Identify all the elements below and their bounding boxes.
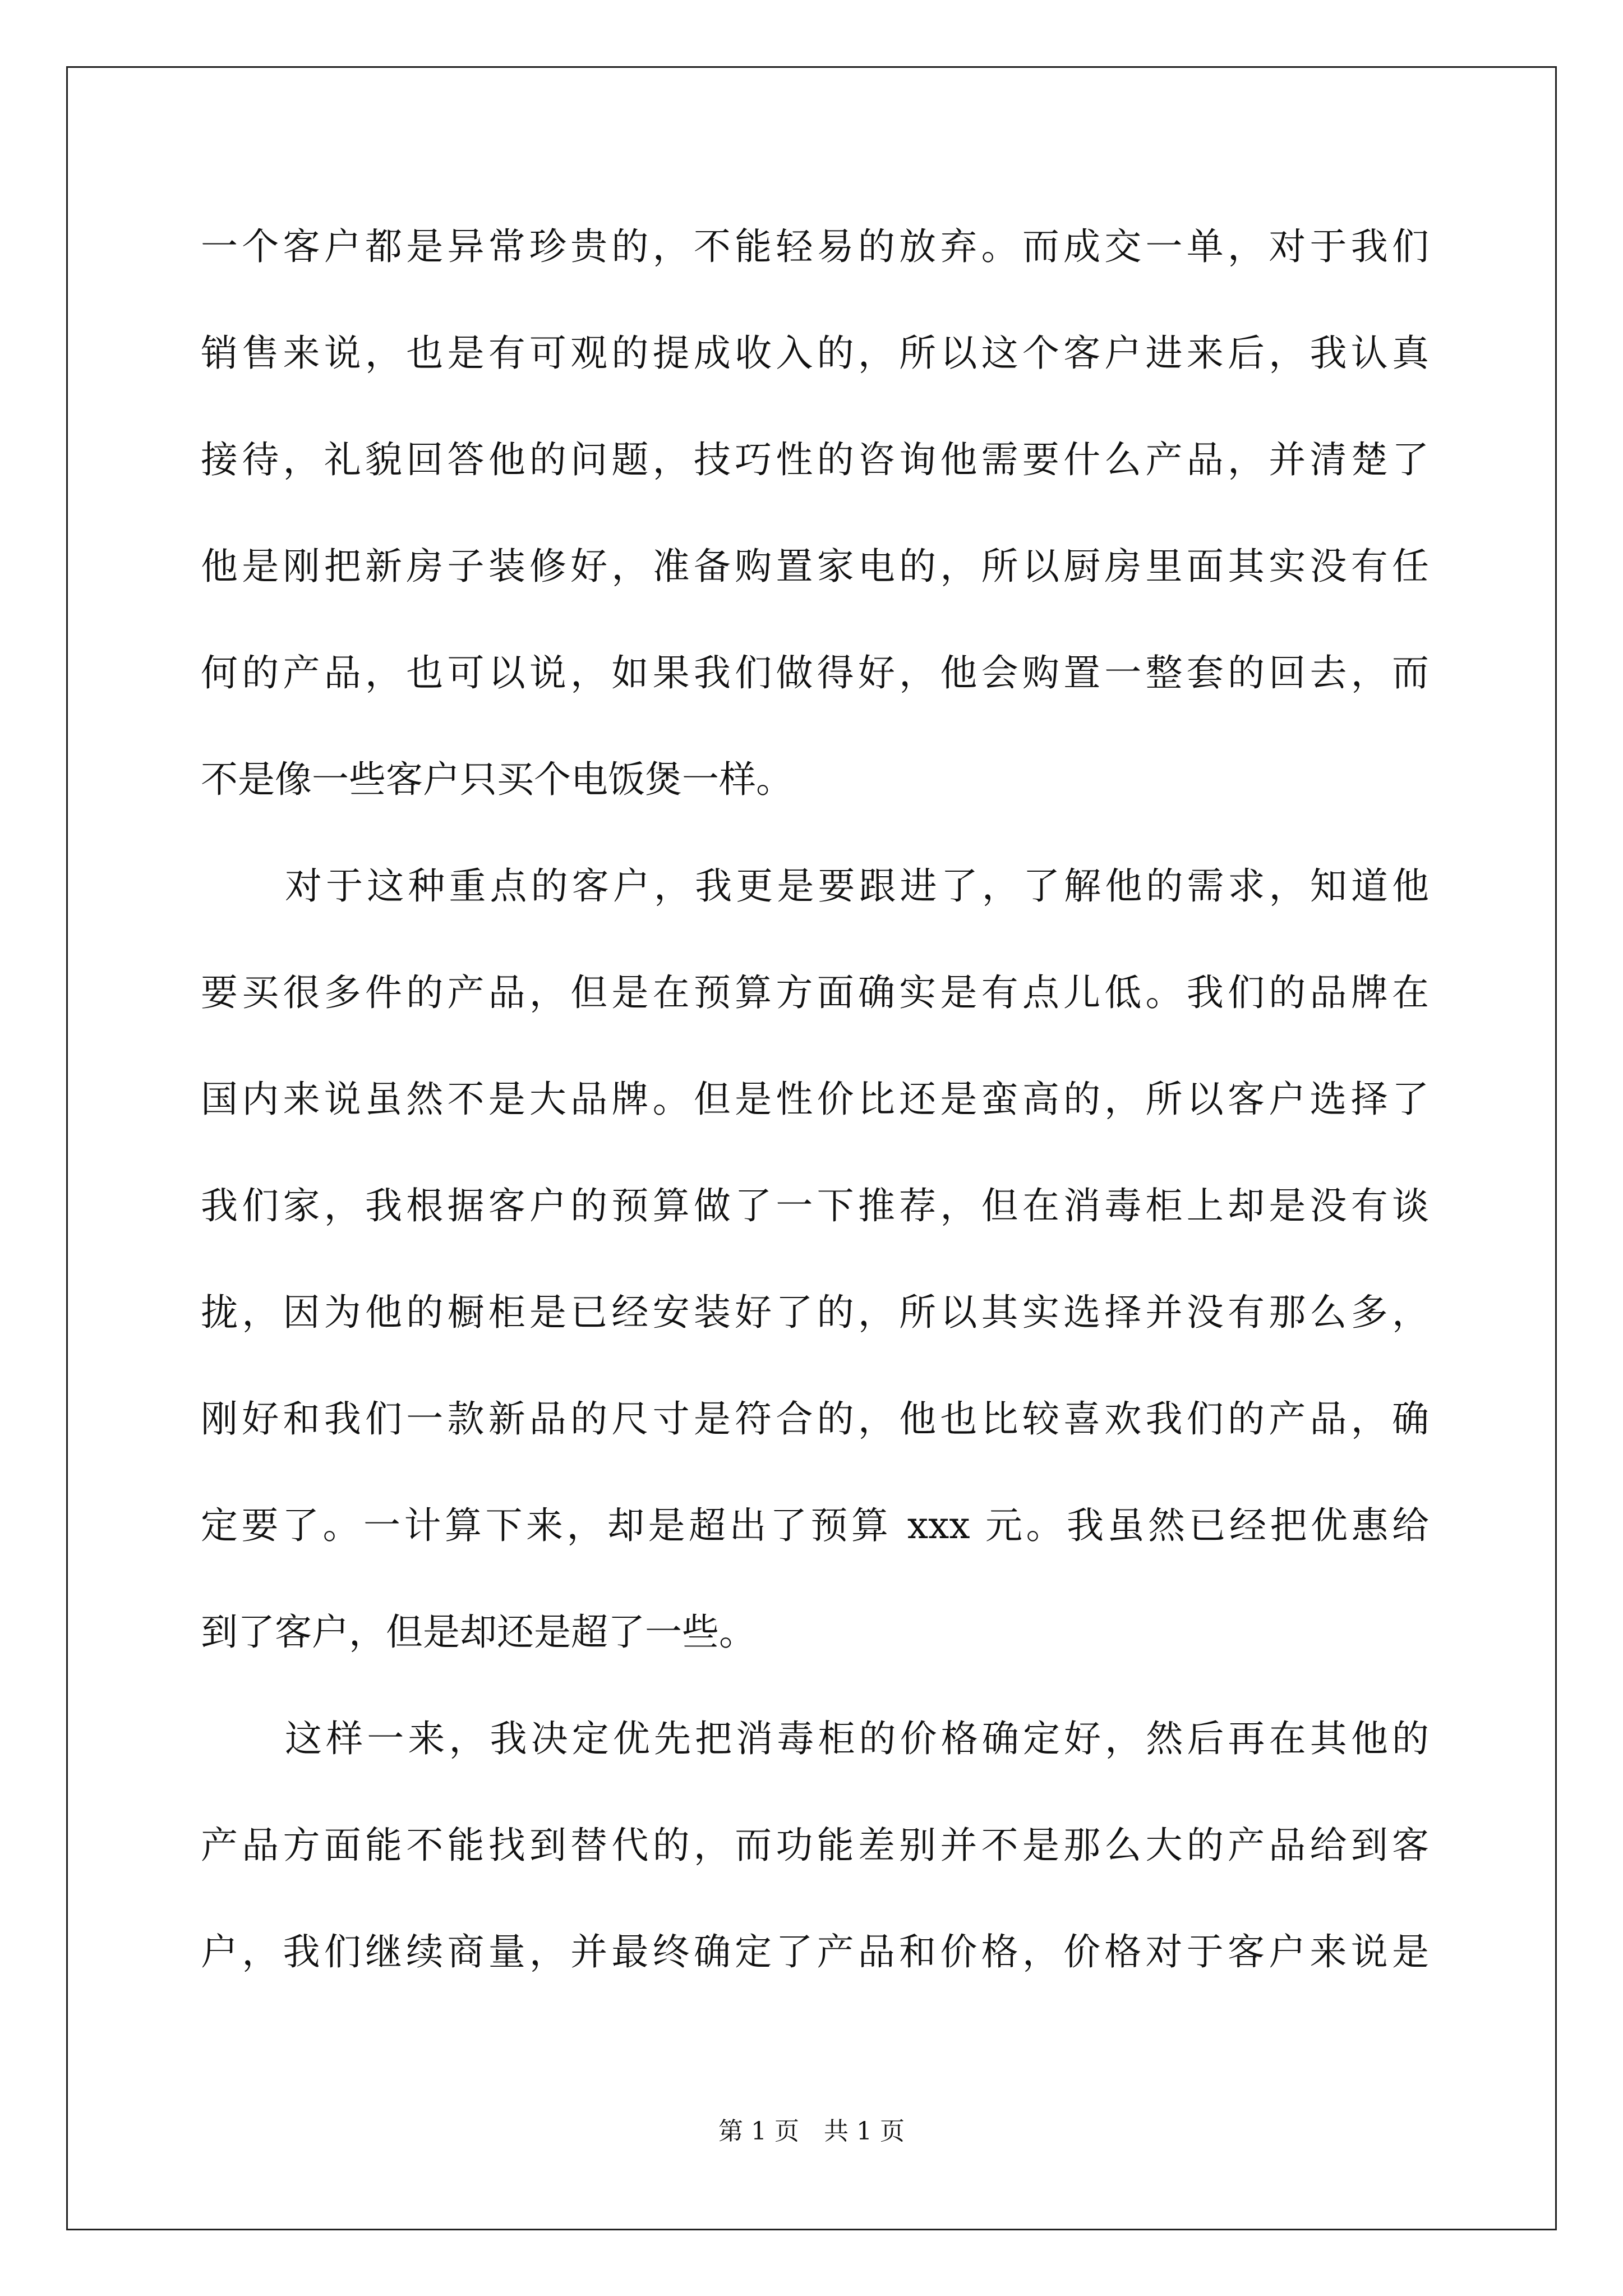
text-line: 销售来说，也是有可观的提成收入的，所以这个客户进来后，我认真 (201, 332, 1429, 375)
text-line: 他是刚把新房子装修好，准备购置家电的，所以厨房里面其实没有任 (201, 545, 1429, 588)
text-line: 不是像一些客户只买个电饭煲一样。 (201, 758, 793, 801)
page-border (66, 66, 1557, 2230)
text-line: 何的产品，也可以说，如果我们做得好，他会购置一整套的回去，而 (201, 651, 1429, 694)
text-line: 国内来说虽然不是大品牌。但是性价比还是蛮高的，所以客户选择了 (201, 1078, 1429, 1121)
paragraph-first-line: 这样一来，我决定优先把消毒柜的价格确定好，然后再在其他的 (285, 1717, 1429, 1760)
text-line: 定要了。一计算下来，却是超出了预算 xxx 元。我虽然已经把优惠给 (201, 1504, 1429, 1547)
text-line: 要买很多件的产品，但是在预算方面确实是有点儿低。我们的品牌在 (201, 971, 1429, 1014)
text-line: 产品方面能不能找到替代的，而功能差别并不是那么大的产品给到客 (201, 1824, 1429, 1867)
text-line: 拢，因为他的橱柜是已经安装好了的，所以其实选择并没有那么多， (201, 1291, 1429, 1334)
page-footer: 第 1 页 共 1 页 (718, 2117, 905, 2146)
text-line: 一个客户都是异常珍贵的，不能轻易的放弃。而成交一单，对于我们 (201, 225, 1429, 268)
text-line: 到了客户，但是却还是超了一些。 (201, 1611, 756, 1654)
text-line: 接待，礼貌回答他的问题，技巧性的咨询他需要什么产品，并清楚了 (201, 438, 1429, 481)
text-line: 刚好和我们一款新品的尺寸是符合的，他也比较喜欢我们的产品，确 (201, 1397, 1429, 1441)
text-line: 我们家，我根据客户的预算做了一下推荐，但在消毒柜上却是没有谈 (201, 1184, 1429, 1227)
paragraph-first-line: 对于这种重点的客户，我更是要跟进了，了解他的需求，知道他 (285, 864, 1429, 908)
text-line: 户，我们继续商量，并最终确定了产品和价格，价格对于客户来说是 (201, 1930, 1429, 1973)
